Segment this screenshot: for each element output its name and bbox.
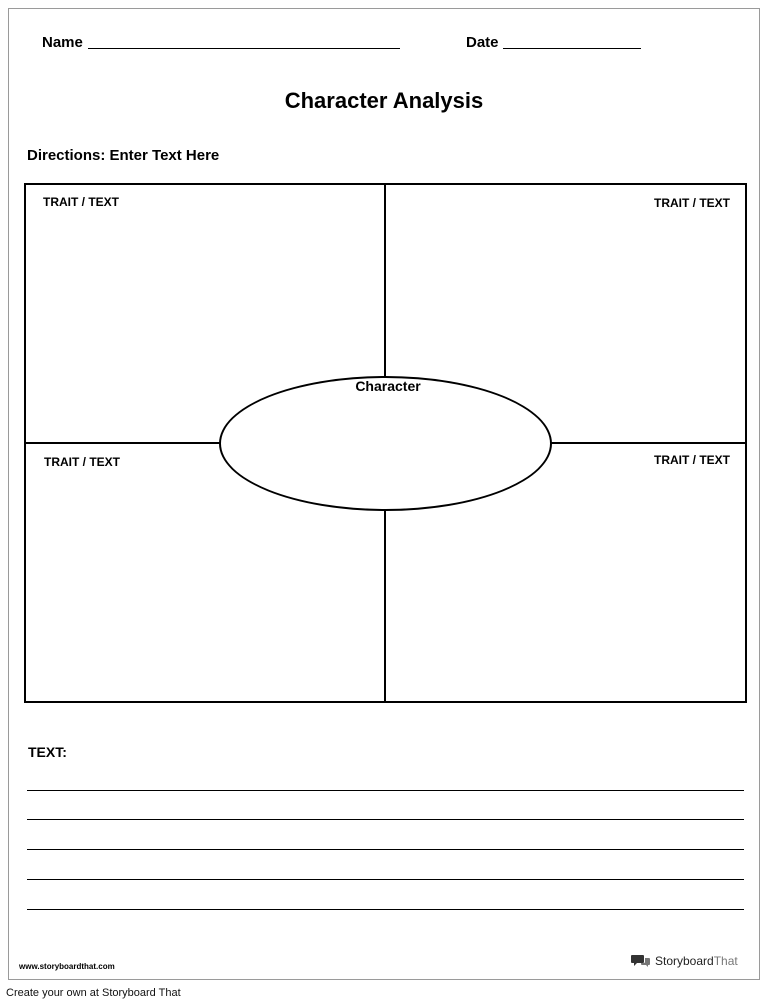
storyboardthat-logo [631,953,738,969]
speech-bubbles-icon [631,953,651,969]
divider-right [551,442,746,444]
footer-url: www.storyboardthat.com [19,962,115,971]
brand-text: StoryboardThat [655,954,738,968]
writing-line [27,849,744,850]
page-title: Character Analysis [284,88,484,113]
divider-left [25,442,220,444]
writing-line [27,879,744,880]
directions-text: Directions: Enter Text Here [27,147,220,164]
divider-top [384,184,386,378]
trait-label-bottom-left: TRAIT / TEXT [44,455,120,469]
footer-caption: Create your own at Storyboard That [6,987,181,999]
character-oval [219,376,552,511]
text-section-label: TEXT: [28,744,67,760]
character-label: Character [355,378,421,394]
divider-bottom [384,510,386,702]
date-label: Date [466,34,499,51]
name-line [88,48,400,49]
writing-line [27,790,744,791]
trait-label-top-right: TRAIT / TEXT [654,196,730,210]
trait-label-top-left: TRAIT / TEXT [43,195,119,209]
writing-line [27,819,744,820]
name-label: Name [42,34,83,51]
writing-line [27,909,744,910]
date-line [503,48,641,49]
trait-label-bottom-right: TRAIT / TEXT [654,453,730,467]
